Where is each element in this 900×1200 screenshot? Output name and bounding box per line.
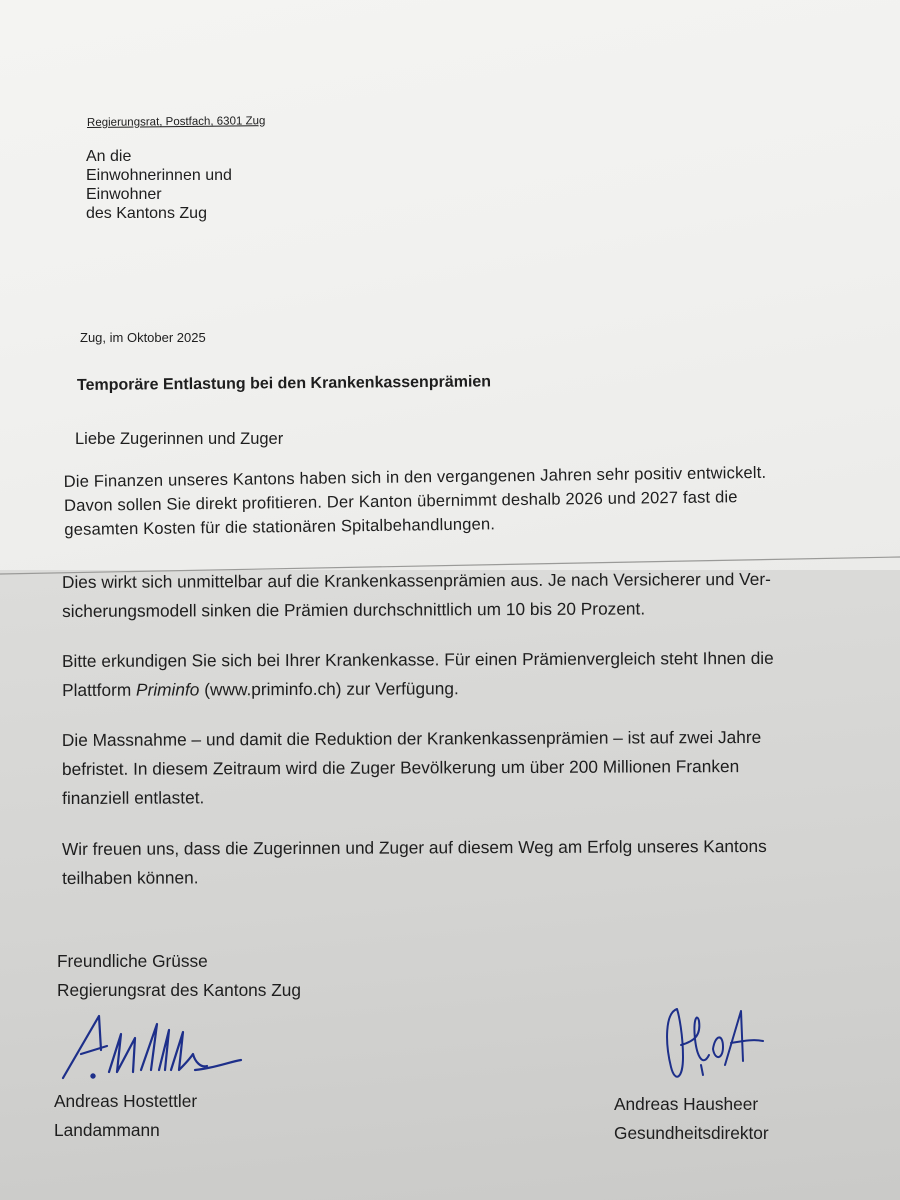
recipient-line: des Kantons Zug xyxy=(86,205,207,222)
signature-hausheer xyxy=(655,1005,765,1090)
paragraph-line: sicherungsmodell sinken die Prämien durchschnittlich um 10 bis 20 Prozent. xyxy=(62,598,646,621)
closing-line: Freundliche Grüsse xyxy=(57,951,208,971)
paragraph-premium-reduction xyxy=(62,565,771,626)
paragraph-finances xyxy=(64,461,767,542)
paragraph-line: Die Massnahme – und damit die Reduktion der Krankenkassenprämien – ist auf zwei Jahre xyxy=(61,726,762,751)
signature-hostettler xyxy=(55,1010,255,1090)
paragraph-line: Davon sollen Sie direkt profitieren. Der Kanton übernimmt deshalb 2026 und 2027 fast die xyxy=(63,487,738,515)
paragraph-duration xyxy=(62,723,762,813)
letter-subject: Temporäre Entlastung bei den Krankenkassenprämien xyxy=(76,373,492,394)
paragraph-line xyxy=(62,673,774,705)
paragraph-line: finanziell entlastet. xyxy=(62,787,205,808)
signatory-name: Andreas Hausheer xyxy=(614,1094,759,1114)
letter-date: Zug, im Oktober 2025 xyxy=(80,330,206,345)
paragraph-line: teilhaben können. xyxy=(62,867,199,888)
signatory-title: Landammann xyxy=(54,1120,160,1140)
paragraph-line: gesamten Kosten für die stationären Spitalbehandlungen. xyxy=(64,514,496,539)
paragraph-priminfo xyxy=(62,644,774,705)
salutation: Liebe Zugerinnen und Zuger xyxy=(75,430,284,448)
recipient-line: An die xyxy=(86,148,132,165)
paragraph-thanks xyxy=(62,832,767,893)
recipient-line: Einwohner xyxy=(86,186,162,203)
paragraph-line: Wir freuen uns, dass die Zugerinnen und Zuger auf diesem Weg am Erfolg unseres Kantons xyxy=(61,835,767,860)
paragraph-line: Dies wirkt sich unmittelbar auf die Krankenkassenprämien aus. Je nach Versicherer und Ver- xyxy=(61,568,771,593)
text-fragment: Plattform xyxy=(62,679,137,700)
text-fragment: (www.priminfo.ch) zur Verfügung. xyxy=(199,678,459,700)
sender-address: Regierungsrat, Postfach, 6301 Zug xyxy=(86,115,266,129)
paragraph-line: befristet. In diesem Zeitraum wird die Zuger Bevölkerung um über 200 Millionen Franken xyxy=(61,756,740,779)
recipient-line: Einwohnerinnen und xyxy=(86,167,232,184)
closing-line: Regierungsrat des Kantons Zug xyxy=(57,980,302,1000)
paragraph-line: Bitte erkundigen Sie sich bei Ihrer Krankenkasse. Für einen Prämienvergleich steht Ihnen die xyxy=(61,647,774,672)
signatory-name: Andreas Hostettler xyxy=(54,1091,198,1111)
recipient-address xyxy=(86,147,232,223)
priminfo-name: Priminfo xyxy=(135,679,200,700)
paragraph-line: Die Finanzen unseres Kantons haben sich in den vergangenen Jahren sehr positiv entwickelt. xyxy=(63,462,767,492)
signatory-hostettler xyxy=(54,1087,197,1145)
signatory-title: Gesundheitsdirektor xyxy=(614,1123,769,1143)
signatory-hausheer xyxy=(614,1090,769,1148)
closing xyxy=(57,947,301,1005)
